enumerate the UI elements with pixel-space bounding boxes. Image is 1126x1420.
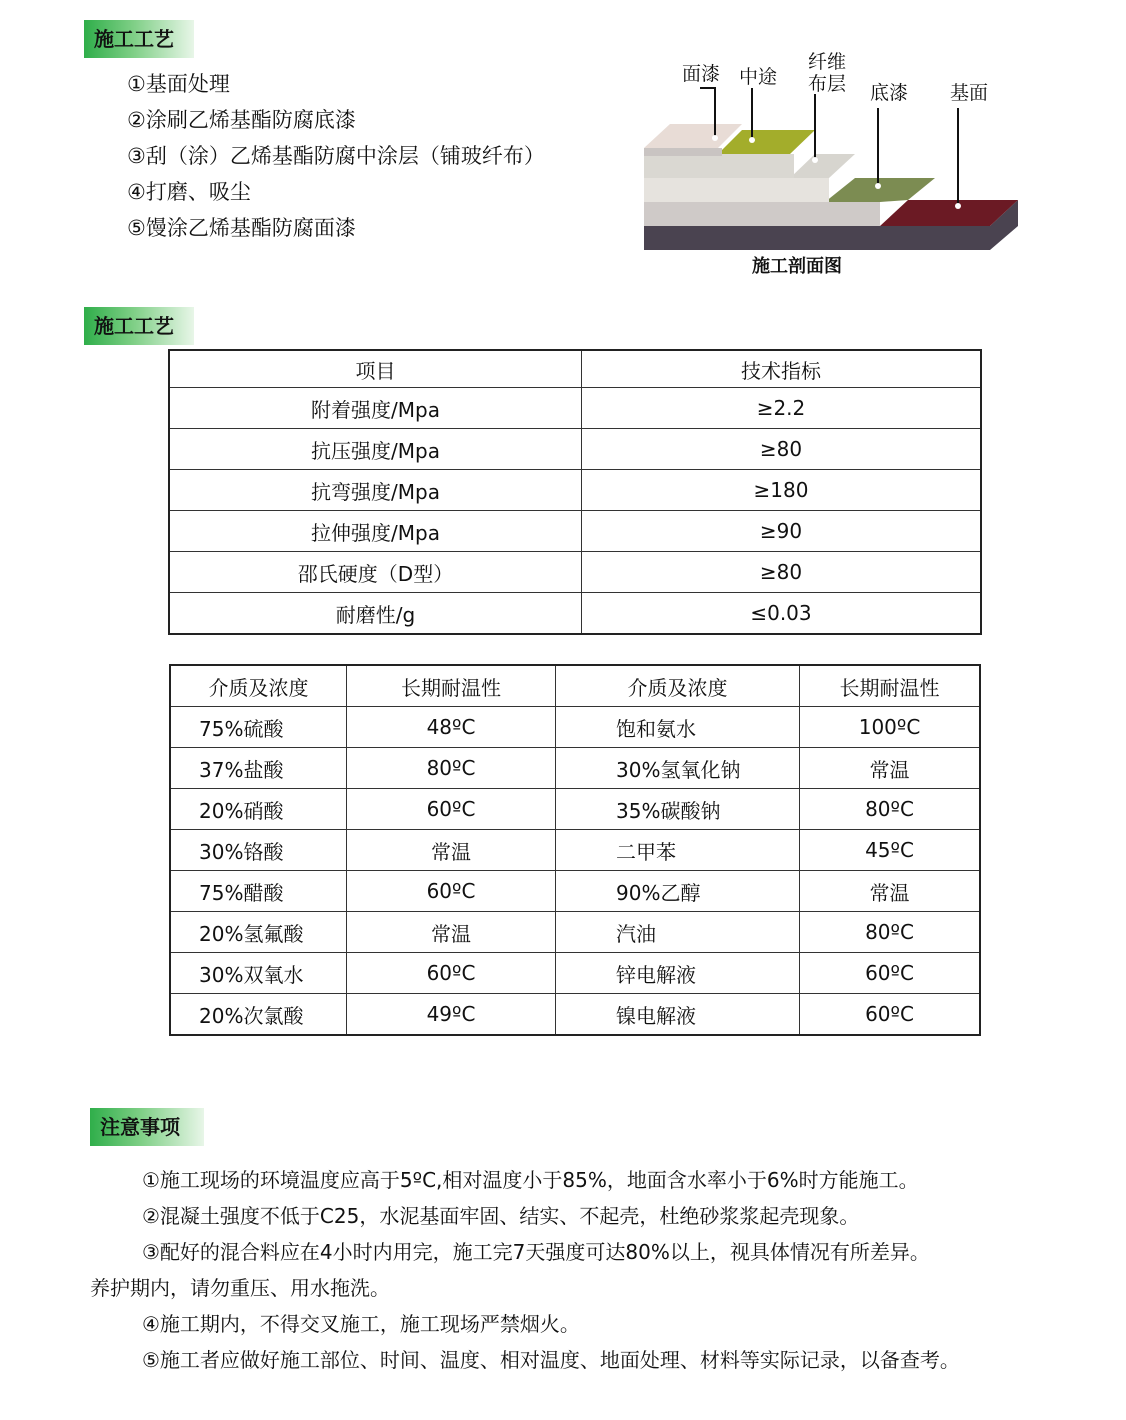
table-cell: 镍电解液 bbox=[556, 994, 800, 1036]
table-row bbox=[169, 552, 981, 593]
table-cell: 80ºC bbox=[800, 912, 981, 953]
label-fiber-layer: 纤维 布层 bbox=[808, 51, 847, 95]
layer-fiber-top bbox=[790, 154, 855, 178]
table-cell: 80ºC bbox=[347, 748, 556, 789]
table-row bbox=[170, 707, 980, 748]
table-cell: 附着强度/Mpa bbox=[169, 388, 582, 429]
table-row bbox=[170, 953, 980, 994]
layer-primer-front bbox=[644, 202, 880, 226]
table-header-row bbox=[170, 665, 980, 707]
table-cell: 抗弯强度/Mpa bbox=[169, 470, 582, 511]
layer-top-front bbox=[644, 148, 722, 156]
table-cell: ≥80 bbox=[582, 429, 982, 470]
label-primer: 底漆 bbox=[870, 82, 909, 104]
table-cell: 75%硫酸 bbox=[170, 707, 347, 748]
table-cell: ≥80 bbox=[582, 552, 982, 593]
table-cell: 49ºC bbox=[347, 994, 556, 1036]
table-cell: 二甲苯 bbox=[556, 830, 800, 871]
table-cell: 35%碳酸钠 bbox=[556, 789, 800, 830]
table-header: 长期耐温性 bbox=[800, 665, 981, 707]
table-cell: 邵氏硬度（D型） bbox=[169, 552, 582, 593]
table-header: 介质及浓度 bbox=[170, 665, 347, 707]
layer-middle-top bbox=[718, 130, 815, 154]
table-cell: 60ºC bbox=[347, 871, 556, 912]
step-item: ④打磨、吸尘 bbox=[127, 180, 251, 204]
label-middle-coat: 中途 bbox=[739, 66, 778, 88]
table-cell: 20%硝酸 bbox=[170, 789, 347, 830]
table-header: 技术指标 bbox=[582, 350, 982, 388]
table-header-row bbox=[169, 350, 981, 388]
table-cell: ≥2.2 bbox=[582, 388, 982, 429]
table-cell: 30%铬酸 bbox=[170, 830, 347, 871]
table-row bbox=[170, 994, 980, 1036]
spec-table bbox=[168, 349, 982, 635]
table-cell: 48ºC bbox=[347, 707, 556, 748]
table-cell: 60ºC bbox=[347, 789, 556, 830]
table-cell: 100ºC bbox=[800, 707, 981, 748]
table-row bbox=[170, 748, 980, 789]
label-base: 基面 bbox=[950, 82, 989, 104]
table-cell: 汽油 bbox=[556, 912, 800, 953]
table-header: 项目 bbox=[169, 350, 582, 388]
leader-dot bbox=[875, 183, 881, 189]
step-item: ⑤馒涂乙烯基酯防腐面漆 bbox=[127, 216, 356, 240]
table-cell: 常温 bbox=[800, 871, 981, 912]
leader-dot bbox=[812, 157, 818, 163]
table-cell: 90%乙醇 bbox=[556, 871, 800, 912]
table-cell: 20%氢氟酸 bbox=[170, 912, 347, 953]
table-row bbox=[170, 789, 980, 830]
table-cell: 常温 bbox=[800, 748, 981, 789]
section-title-process-2: 施工工艺 bbox=[84, 307, 194, 345]
notes-list bbox=[90, 1162, 1110, 1378]
table-row bbox=[170, 830, 980, 871]
note-item: ①施工现场的环境温度应高于5ºC,相对温度小于85%，地面含水率小于6%时方能施工。 bbox=[142, 1168, 919, 1192]
table-cell: 拉伸强度/Mpa bbox=[169, 511, 582, 552]
leader-dot bbox=[712, 135, 718, 141]
note-item: ③配好的混合料应在4小时内用完，施工完7天强度可达80%以上，视具体情况有所差异。 bbox=[142, 1240, 930, 1264]
table-cell: ≤0.03 bbox=[582, 593, 982, 635]
table-cell: 30%双氧水 bbox=[170, 953, 347, 994]
table-cell: ≥90 bbox=[582, 511, 982, 552]
table-cell: 耐磨性/g bbox=[169, 593, 582, 635]
step-item: ②涂刷乙烯基酯防腐底漆 bbox=[127, 108, 356, 132]
table-cell: 80ºC bbox=[800, 789, 981, 830]
layer-primer-top bbox=[825, 178, 935, 202]
table-cell: 37%盐酸 bbox=[170, 748, 347, 789]
table-row bbox=[170, 871, 980, 912]
table-cell: 抗压强度/Mpa bbox=[169, 429, 582, 470]
section-title-notes: 注意事项 bbox=[90, 1108, 204, 1146]
layer-top-top bbox=[644, 124, 742, 148]
label-top-coat: 面漆 bbox=[682, 63, 721, 85]
table-row bbox=[169, 593, 981, 635]
table-cell: 常温 bbox=[347, 830, 556, 871]
table-cell: 30%氢氧化钠 bbox=[556, 748, 800, 789]
note-item: ⑤施工者应做好施工部位、时间、温度、相对温度、地面处理、材料等实际记录，以备查考。 bbox=[142, 1348, 960, 1372]
leader-dot bbox=[749, 137, 755, 143]
table-header: 长期耐温性 bbox=[347, 665, 556, 707]
table-cell: 常温 bbox=[347, 912, 556, 953]
table-row bbox=[169, 470, 981, 511]
table-row bbox=[169, 388, 981, 429]
table-row bbox=[170, 912, 980, 953]
step-item: ①基面处理 bbox=[127, 72, 230, 96]
diagram-caption: 施工剖面图 bbox=[752, 256, 842, 277]
chemical-resistance-table bbox=[169, 664, 981, 1036]
table-row bbox=[169, 511, 981, 552]
layer-fiber-front bbox=[644, 178, 829, 202]
table-row bbox=[169, 429, 981, 470]
table-cell: 45ºC bbox=[800, 830, 981, 871]
step-item: ③刮（涂）乙烯基酯防腐中涂层（铺玻纤布） bbox=[127, 144, 545, 168]
table-cell: ≥180 bbox=[582, 470, 982, 511]
note-item: 养护期内，请勿重压、用水拖洗。 bbox=[90, 1276, 390, 1300]
table-cell: 60ºC bbox=[347, 953, 556, 994]
table-header: 介质及浓度 bbox=[556, 665, 800, 707]
layer-middle-front bbox=[644, 154, 794, 178]
leader-dot bbox=[955, 203, 961, 209]
table-cell: 饱和氨水 bbox=[556, 707, 800, 748]
table-cell: 75%醋酸 bbox=[170, 871, 347, 912]
section-title-process: 施工工艺 bbox=[84, 20, 194, 58]
process-steps bbox=[127, 66, 545, 246]
table-cell: 60ºC bbox=[800, 994, 981, 1036]
note-item: ②混凝土强度不低于C25，水泥基面牢固、结实、不起壳，杜绝砂浆浆起壳现象。 bbox=[142, 1204, 860, 1228]
note-item: ④施工期内，不得交叉施工，施工现场严禁烟火。 bbox=[142, 1312, 580, 1336]
table-cell: 锌电解液 bbox=[556, 953, 800, 994]
table-cell: 20%次氯酸 bbox=[170, 994, 347, 1036]
table-cell: 60ºC bbox=[800, 953, 981, 994]
